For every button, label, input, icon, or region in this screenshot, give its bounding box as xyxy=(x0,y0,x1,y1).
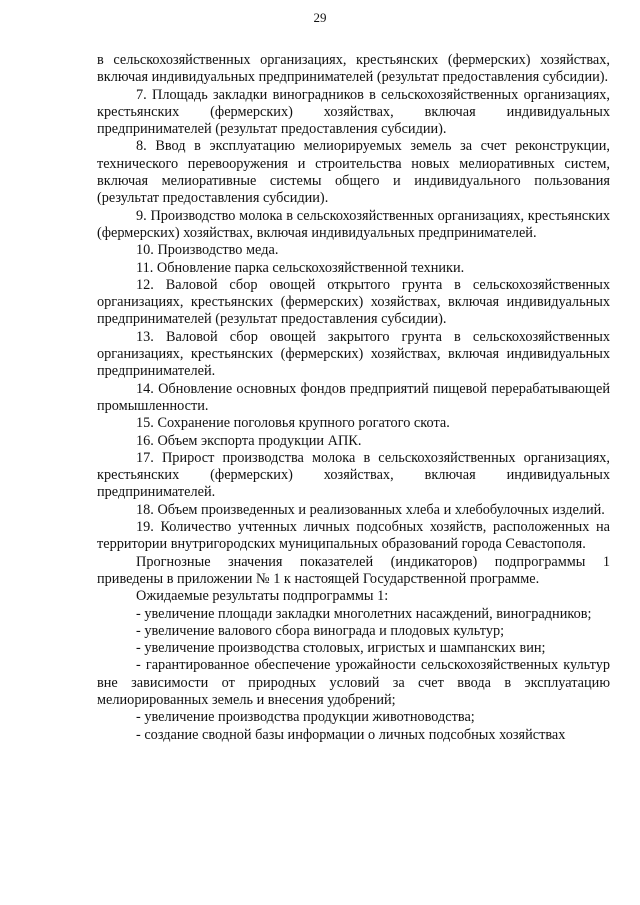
paragraph: 9. Производство молока в сельскохозяйственных организациях, крестьянских (фермерских) хозяйствах, включая индивидуальных предпринимателей. xyxy=(97,207,610,241)
paragraph: - увеличение площади закладки многолетних насаждений, виноградников; xyxy=(136,605,592,622)
page-number: 29 xyxy=(313,10,327,25)
paragraph: 10. Производство меда. xyxy=(136,242,279,259)
paragraph: 19. Количество учтенных личных подсобных хозяйств, расположенных на территории внутригородских муниципальных образований города Севастополя. xyxy=(97,519,610,553)
paragraph: Ожидаемые результаты подпрограммы 1: xyxy=(136,588,389,605)
paragraph: 13. Валовой сбор овощей закрытого грунта в сельскохозяйственных организациях, крестьянских (фермерских) хозяйствах, включая индивидуальных предпринимателей. xyxy=(97,328,610,380)
paragraph: 8. Ввод в эксплуатацию мелиорируемых земель за счет реконструкции, технического перевооружения и строительства новых мелиоративных систем, включая мелиоративные системы общего и индивидуального пользования (результат предоставления субсидии). xyxy=(97,138,610,207)
paragraph: 16. Объем экспорта продукции АПК. xyxy=(136,432,362,449)
paragraph: Прогнозные значения показателей (индикаторов) подпрограммы 1 приведены в приложении № 1 к настоящей Государственной программе. xyxy=(97,553,610,587)
paragraph: - создание сводной базы информации о личных подсобных хозяйствах xyxy=(136,726,566,743)
paragraph: 7. Площадь закладки виноградников в сельскохозяйственных организациях, крестьянских (фермерских) хозяйствах, включая индивидуальных предпринимателей (результат предоставления субсидии). xyxy=(97,86,610,138)
paragraph: 12. Валовой сбор овощей открытого грунта в сельскохозяйственных организациях, крестьянских (фермерских) хозяйствах, включая индивидуальных предпринимателей (результат предоставления субсидии). xyxy=(97,276,610,328)
paragraph: 11. Обновление парка сельскохозяйственной техники. xyxy=(136,259,465,276)
document-body xyxy=(97,52,610,744)
paragraph: в сельскохозяйственных организациях, крестьянских (фермерских) хозяйствах, включая индивидуальных предпринимателей (результат предоставления субсидии). xyxy=(97,52,610,86)
paragraph: 17. Прирост производства молока в сельскохозяйственных организациях, крестьянских (фермерских) хозяйствах, включая индивидуальных предпринимателей. xyxy=(97,449,610,501)
paragraph: - увеличение валового сбора винограда и плодовых культур; xyxy=(136,622,505,639)
paragraph: - увеличение производства продукции животноводства; xyxy=(136,709,475,726)
paragraph: 18. Объем произведенных и реализованных хлеба и хлебобулочных изделий. xyxy=(136,501,605,518)
paragraph: - увеличение производства столовых, игристых и шампанских вин; xyxy=(136,640,546,657)
paragraph: - гарантированное обеспечение урожайности сельскохозяйственных культур вне зависимости от природных условий за счет ввода в эксплуатацию мелиорированных земель и внесения удобрений; xyxy=(97,657,610,708)
paragraph: 14. Обновление основных фондов предприятий пищевой перерабатывающей промышленности. xyxy=(97,380,610,414)
paragraph: 15. Сохранение поголовья крупного рогатого скота. xyxy=(136,415,450,432)
